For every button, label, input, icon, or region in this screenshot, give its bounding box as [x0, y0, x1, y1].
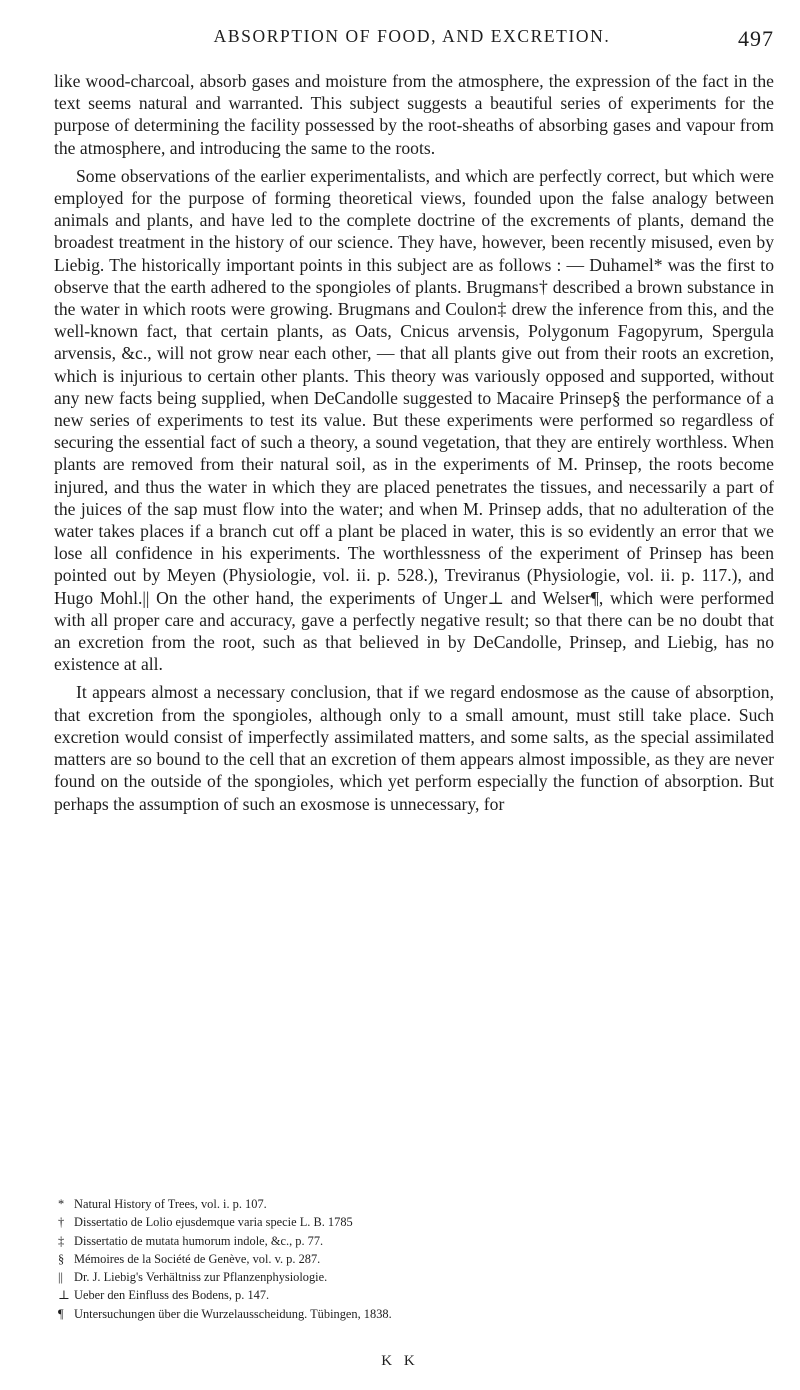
- signature-mark: K K: [381, 1353, 419, 1369]
- footnote-text: Dissertatio de mutata humorum indole, &c., p. 77.: [74, 1233, 324, 1248]
- footnote: [54, 1305, 774, 1323]
- paragraph-1: like wood-charcoal, absorb gases and moisture from the atmosphere, the expression of the fact in the text seems natural and warranted. This subject suggests a beautiful series of experiments for the purpose of determining the facility possessed by the root-sheaths of absorbing gases and vapour from the atmosphere, and introducing the same to the roots.: [54, 71, 774, 158]
- footnote-mark: ||: [58, 1270, 63, 1285]
- footnote-mark: *: [58, 1197, 65, 1211]
- footnote-mark: ¶: [58, 1306, 64, 1321]
- page-header: [50, 26, 774, 56]
- body-text: [54, 70, 774, 821]
- footnote: [54, 1232, 774, 1250]
- footnote-mark: †: [58, 1215, 65, 1230]
- footnote-text: Dissertatio de Lolio ejusdemque varia specie L. B. 1785: [74, 1215, 353, 1230]
- footnote-text: Dr. J. Liebig's Verhältniss zur Pflanzenphysiologie.: [74, 1270, 328, 1285]
- footnote: [54, 1286, 774, 1304]
- footnote-mark: ‡: [58, 1233, 65, 1248]
- footnote: [54, 1268, 774, 1286]
- footnote: [54, 1213, 774, 1231]
- footnote-text: Untersuchungen über die Wurzelausscheidung. Tübingen, 1838.: [74, 1306, 392, 1321]
- footnote: [54, 1250, 774, 1268]
- footnotes: [54, 1195, 774, 1323]
- footnote-text: Natural History of Trees, vol. i. p. 107.: [74, 1197, 267, 1211]
- footnote-mark: §: [58, 1251, 65, 1266]
- footnote-mark: ⊥: [58, 1288, 70, 1303]
- paragraph-2: Some observations of the earlier experimentalists, and which are perfectly correct, but which were employed for the purpose of forming theoretical views, founded upon the false analogy between animals and plants, and have led to the complete doctrine of the excrements of plants, demand the broadest treatment in the history of our science. They have, however, been recently misused, even by Liebig. The historically important points in this subject are as follows : — Duhamel* was the first to observe that the earth adhered to the spongioles of plants. Brugmans† described a brown substance in the water in which roots were growing. Brugmans and Coulon‡ drew the inference from this, and the well-known fact, that certain plants, as Oats, Cnicus arvensis, Polygonum Fagopyrum, Spergula arvensis, &c., will not grow near each other, — that all plants give out from their roots an excretion, which is injurious to certain other plants. This theory was variously opposed and supported, without any new facts being supplied, when DeCandolle suggested to Macaire Prinsep§ the performance of a new series of experiments to test its value. But these experiments were performed so regardless of securing the essential fact of such a theory, a sound vegetation, that they are entirely worthless. When plants are removed from their natural soil, as in the experiments of M. Prinsep, the roots become injured, and thus the water in which they are placed penetrates the tissues, and necessarily a part of the juices of the sap must flow into the water; and when M. Prinsep adds, that no adulteration of the water takes places if a branch cut off a plant be placed in water, this is so evidently an error that we lose all confidence in his experiments. The worthlessness of the experiment of Prinsep has been pointed out by Meyen (Physiologie, vol. ii. p. 528.), Treviranus (Physiologie, vol. ii. p. 117.), and Hugo Mohl.|| On the other hand, the experiments of Unger⊥ and Welser¶, which were performed with all proper care and accuracy, gave a perfectly negative result; so that there can be no doubt that an excretion from the root, such as that believed in by DeCandolle, Prinsep, and Liebig, has no existence at all.: [54, 165, 774, 675]
- running-head: ABSORPTION OF FOOD, AND EXCRETION.: [213, 26, 611, 46]
- page-number: 497: [738, 26, 774, 51]
- footnote-text: Mémoires de la Société de Genève, vol. v. p. 287.: [74, 1251, 321, 1266]
- paragraph-3: It appears almost a necessary conclusion, that if we regard endosmose as the cause of absorption, that excretion from the spongioles, although only to a small amount, must still take place. Such excretion would consist of imperfectly assimilated matters, and some salts, as the special assimilated matters are so bound to the cell that an excretion of them appears almost impossible, as they are never found on the outside of the spongioles, which yet perform especially the function of absorption. But perhaps the assumption of such an exosmose is unnecessary, for: [54, 682, 774, 814]
- footnote: [54, 1195, 774, 1213]
- footnote-text: Ueber den Einfluss des Bodens, p. 147.: [74, 1288, 270, 1303]
